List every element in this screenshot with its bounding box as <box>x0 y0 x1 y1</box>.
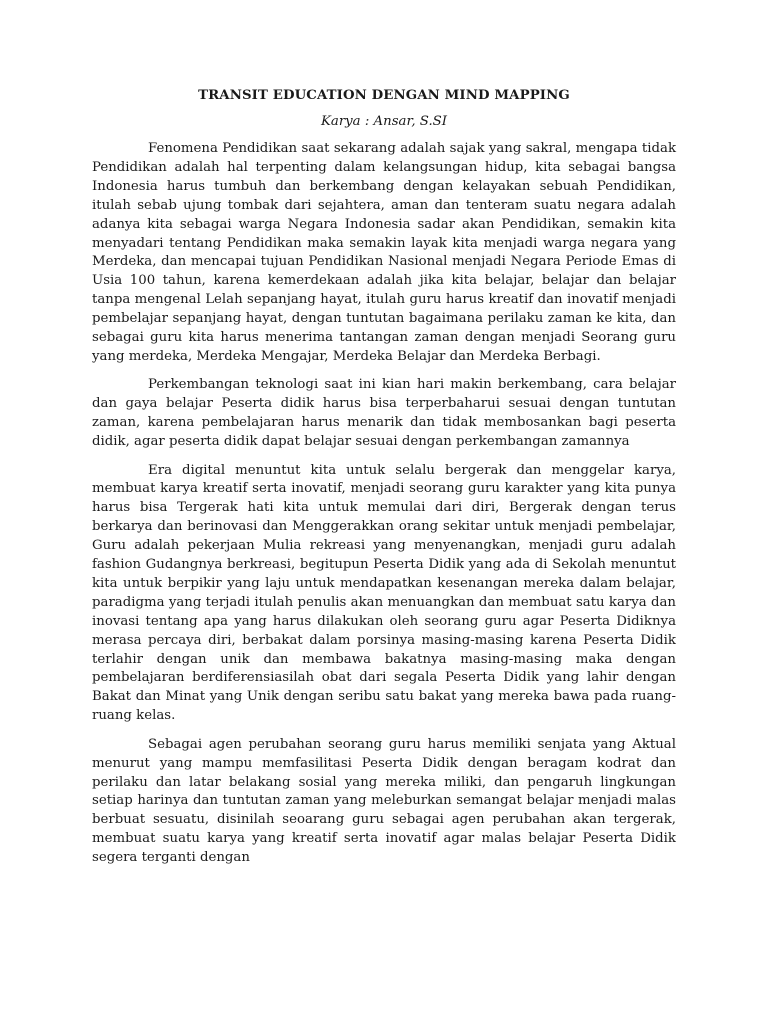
document-page <box>92 86 676 878</box>
paragraph-3: Era digital menuntut kita untuk selalu bergerak dan menggelar karya, membuat karya kreatif serta inovatif, menjadi seorang guru karakter yang kita punya harus bisa Tergerak hati kita untuk memulai dari diri, Bergerak dengan terus berkarya dan berinovasi dan Menggerakkan orang sekitar untuk menjadi pembelajar, Guru adalah pekerjaan Mulia rekreasi yang menyenangkan, menjadi guru adalah fashion Gudangnya berkreasi, begitupun Peserta Didik yang ada di Sekolah menuntut kita untuk berpikir yang laju untuk mendapatkan kesenangan mereka dalam belajar, paradigma yang terjadi itulah penulis akan menuangkan dan membuat satu karya dan inovasi tentang apa yang harus dilakukan oleh seorang guru agar Peserta Didiknya merasa percaya diri, berbakat dalam porsinya masing-masing karena Peserta Didik terlahir dengan unik dan membawa bakatnya masing-masing maka dengan pembelajaran berdiferensiasilah obat dari segala Peserta Didik yang lahir dengan Bakat dan Minat yang Unik dengan seribu satu bakat yang mereka bawa pada ruang-ruang kelas. <box>92 462 676 724</box>
paragraph-4: Sebagai agen perubahan seorang guru harus memiliki senjata yang Aktual menurut yang mampu memfasilitasi Peserta Didik dengan beragam kodrat dan perilaku dan latar belakang sosial yang mereka miliki, dan pengaruh lingkungan setiap harinya dan tuntutan zaman yang meleburkan semangat belajar menjadi malas berbuat sesuatu, disinilah seoarang guru sebagai agen perubahan akan tergerak, membuat suatu karya yang kreatif serta inovatif agar malas belajar Peserta Didik segera terganti dengan <box>92 736 676 866</box>
paragraph-1: Fenomena Pendidikan saat sekarang adalah sajak yang sakral, mengapa tidak Pendidikan adalah hal terpenting dalam kelangsungan hidup, kita sebagai bangsa Indonesia harus tumbuh dan berkembang dengan kelayakan sebuah Pendidikan, itulah sebab ujung tombak dari sejahtera, aman dan tenteram suatu negara adalah adanya kita sebagai warga Negara Indonesia sadar akan Pendidikan, semakin kita menyadari tentang Pendidikan maka semakin layak kita menjadi warga negara yang Merdeka, dan mencapai tujuan Pendidikan Nasional menjadi Negara Periode Emas di Usia 100 tahun, karena kemerdekaan adalah jika kita belajar, belajar dan belajar tanpa mengenal Lelah sepanjang hayat, itulah guru harus kreatif dan inovatif menjadi pembelajar sepanjang hayat, dengan tuntutan bagaimana perilaku zaman ke kita, dan sebagai guru kita harus menerima tantangan zaman dengan menjadi Seorang guru yang merdeka, Merdeka Mengajar, Merdeka Belajar dan Merdeka Berbagi. <box>92 141 676 364</box>
document-author: Karya : Ansar, S.SI <box>320 114 448 129</box>
document-title: TRANSIT EDUCATION DENGAN MIND MAPPING <box>198 88 570 103</box>
paragraph-2: Perkembangan teknologi saat ini kian hari makin berkembang, cara belajar dan gaya belajar Peserta didik harus bisa terperbaharui sesuai dengan tuntutan zaman, karena pembelajaran harus menarik dan tidak membosankan bagi peserta didik, agar peserta didik dapat belajar sesuai dengan perkembangan zamannya <box>92 377 676 450</box>
